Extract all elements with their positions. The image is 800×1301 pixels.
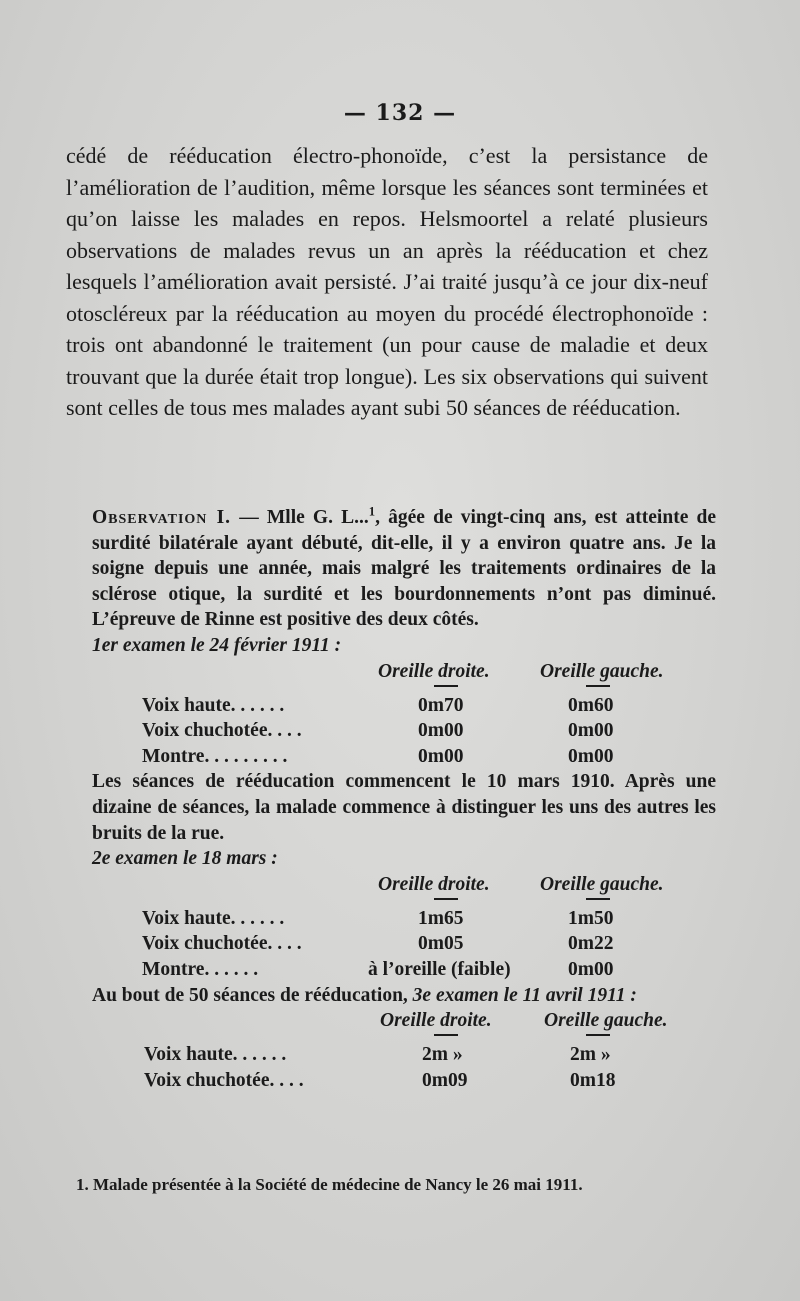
table-row <box>66 906 716 932</box>
row-label: Voix chuchotée. . . . <box>142 720 302 742</box>
col-left-header: Oreille gauche. <box>544 1010 668 1032</box>
exam2-dashes <box>66 898 716 906</box>
right-value: 1m65 <box>418 907 464 929</box>
col-right-header: Oreille droite. <box>378 873 490 895</box>
between-text-1: Les séances de rééducation commencent le 10 mars 1910. Après une dizaine de séances, la malade commence à distinguer les uns des autres les bruits de la rue. <box>92 771 716 844</box>
left-value: 0m60 <box>568 694 614 716</box>
table-row <box>66 931 716 957</box>
table-row <box>66 1042 716 1068</box>
observation-text: , âgée de vingt-cinq ans, est atteinte de surdité bilatérale ayant débuté, dit-elle, il y a environ quatre ans. Je la soigne depuis une année, mais malgré les traitements ordinaires de la sclérose otique, la surdité et les bourdonnements n’ont pas diminué. L’épreuve de Rinne est positive des deux côtés. <box>92 507 717 631</box>
exam1-title: 1er examen le 24 février 1911 : <box>92 634 342 656</box>
row-label: Montre. . . . . . . . . <box>142 745 288 767</box>
right-value: 0m09 <box>422 1069 468 1091</box>
observation-intro <box>66 505 716 633</box>
between2-prefix: Au bout de 50 séances de rééducation, <box>92 984 408 1006</box>
dash <box>434 685 458 687</box>
exam1-header <box>66 659 716 685</box>
row-label: Voix chuchotée. . . . <box>144 1069 304 1091</box>
right-value: 0m00 <box>418 720 464 742</box>
exam1-table <box>66 659 716 770</box>
dash <box>586 685 610 687</box>
table-row <box>66 957 716 983</box>
row-label: Voix haute. . . . . . <box>144 1044 287 1066</box>
left-value: 1m50 <box>568 907 614 929</box>
exam2-title: 2e examen le 18 mars : <box>92 848 278 870</box>
right-value: 0m70 <box>418 694 464 716</box>
left-value: 0m22 <box>568 933 614 955</box>
exam3-title: 3e examen le 11 avril 1911 : <box>412 984 637 1006</box>
row-label: Montre. . . . . . <box>142 958 259 980</box>
row-label: Voix chuchotée. . . . <box>142 933 302 955</box>
table-row <box>66 744 716 770</box>
exam2-table <box>66 872 716 983</box>
left-value: 0m18 <box>570 1069 616 1091</box>
patient-name: — Mlle G. L... <box>239 507 369 528</box>
col-left-header: Oreille gauche. <box>540 660 664 682</box>
footnote: 1. Malade présentée à la Société de médecine de Nancy le 26 mai 1911. <box>76 1175 583 1194</box>
exam1-dashes <box>66 685 716 693</box>
row-label: Voix haute. . . . . . <box>142 907 285 929</box>
dash <box>586 898 610 900</box>
main-paragraph <box>66 140 708 424</box>
between-text-2 <box>66 983 716 1009</box>
right-value: 0m05 <box>418 933 464 955</box>
right-value: 2m » <box>422 1044 463 1066</box>
exam2-header <box>66 872 716 898</box>
table-row <box>66 718 716 744</box>
col-right-header: Oreille droite. <box>380 1010 492 1032</box>
left-value: 0m00 <box>568 720 614 742</box>
exam3-dashes <box>66 1034 716 1042</box>
observation-heading: Observation I. <box>92 507 232 528</box>
col-left-header: Oreille gauche. <box>540 873 664 895</box>
left-value: 0m00 <box>568 958 614 980</box>
exam3-header <box>66 1008 716 1034</box>
left-value: 2m » <box>570 1044 611 1066</box>
page-number: — 132 — <box>343 100 457 126</box>
right-value: 0m00 <box>418 745 464 767</box>
row-label: Voix haute. . . . . . <box>142 694 285 716</box>
dash <box>434 898 458 900</box>
col-right-header: Oreille droite. <box>378 660 490 682</box>
table-row <box>66 693 716 719</box>
table-row <box>66 1068 716 1094</box>
observation-block <box>66 505 716 1093</box>
right-value: à l’oreille (faible) <box>368 958 511 980</box>
dash <box>434 1034 458 1036</box>
footnote-ref: 1 <box>368 504 376 519</box>
left-value: 0m00 <box>568 745 614 767</box>
paragraph-text: cédé de rééducation électro-phonoïde, c’est la persistance de l’amélioration de l’audition, même lorsque les séances sont terminées et qu’on laisse les malades en repos. Helsmoortel a relaté plusieurs observations de malades revus un an après la rééducation et chez lesquels l’amélioration avait persisté. J’ai traité jusqu’à ce jour dix-neuf otoscléreux par la rééducation au moyen du procédé électrophonoïde : trois ont abandonné le traitement (un pour cause de maladie et deux trouvant que la durée était trop longue). Les six observations qui suivent sont celles de tous mes malades ayant subi 50 séances de rééducation. <box>66 143 708 420</box>
exam3-table <box>66 1008 716 1093</box>
dash <box>586 1034 610 1036</box>
